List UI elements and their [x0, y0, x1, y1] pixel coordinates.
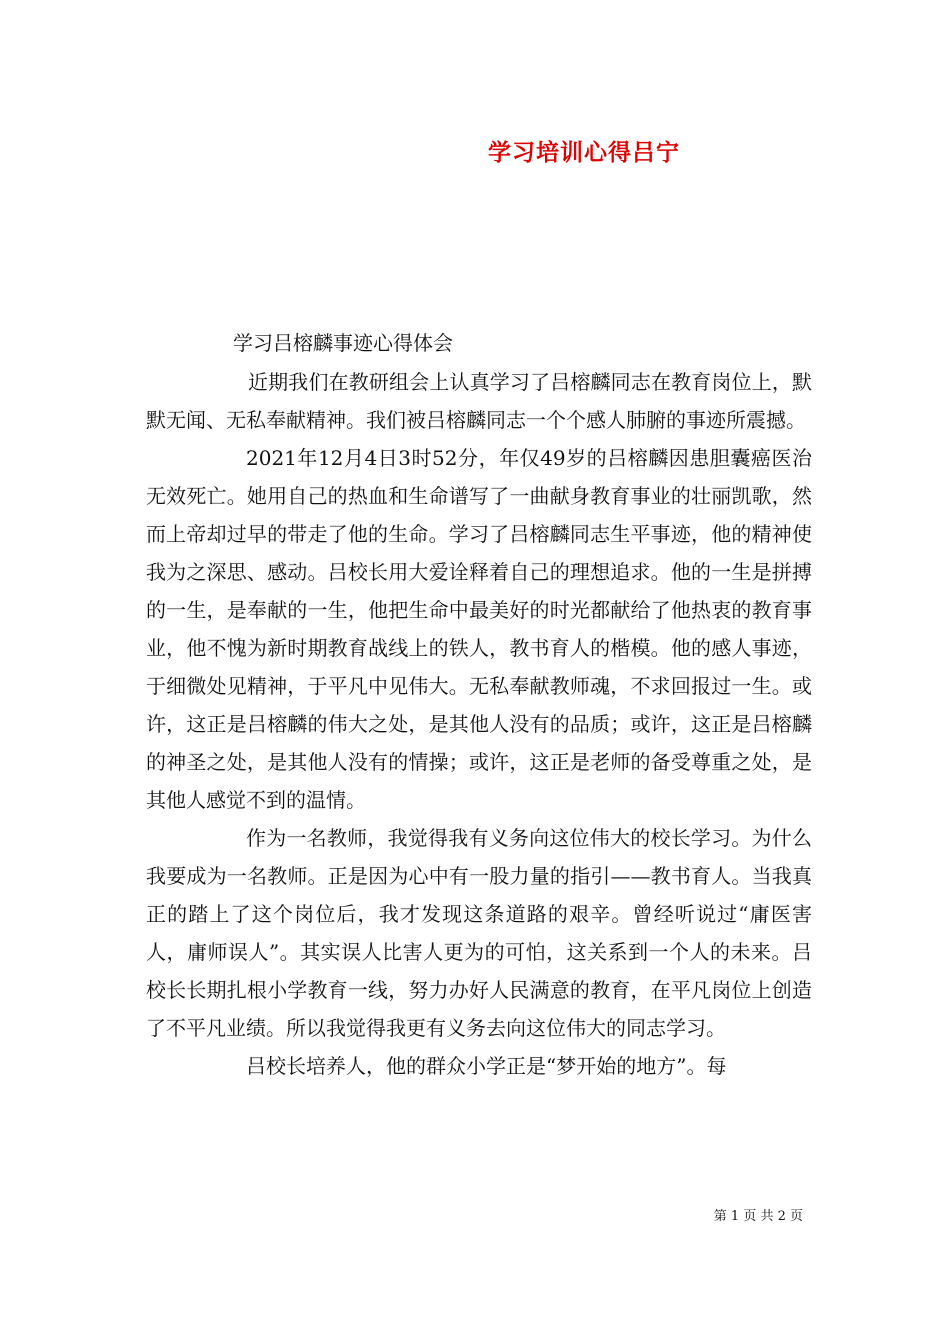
- paragraph: 作为一名教师，我觉得我有义务向这位伟大的校长学习。为什么我要成为一名教师。正是因为心中有一股力量的指引——教书育人。当我真正的踏上了这个岗位后，我才发现这条道路的艰辛。曾经听说过“庸医害人，庸师误人”。其实误人比害人更为的可怕，这关系到一个人的未来。吕校长长期扎根小学教育一线，努力办好人民满意的教育，在平凡岗位上创造了不平凡业绩。所以我觉得我更有义务去向这位伟大的同志学习。: [146, 826, 812, 1040]
- page-footer: 第 1 页 共 2 页: [713, 1209, 803, 1224]
- paragraph: 近期我们在教研组会上认真学习了吕榕麟同志在教育岗位上，默默无闻、无私奉献精神。我们被吕榕麟同志一个个感人肺腑的事迹所震撼。: [146, 370, 812, 432]
- paragraph: 2021年12月4日3时52分，年仅49岁的吕榕麟因患胆囊癌医治无效死亡。她用自己的热血和生命谱写了一曲献身教育事业的壮丽凯歌，然而上帝却过早的带走了他的生命。学习了吕榕麟同志生平事迹，他的精神使我为之深思、感动。吕校长用大爱诠释着自己的理想追求。他的一生是拼搏的一生，是奉献的一生，他把生命中最美好的时光都献给了他热衷的教育事业，他不愧为新时期教育战线上的铁人，教书育人的楷模。他的感人事迹，于细微处见精神，于平凡中见伟大。无私奉献教师魂，不求回报过一生。或许，这正是吕榕麟的伟大之处，是其他人没有的品质；或许，这正是吕榕麟的神圣之处，是其他人没有的情操；或许，这正是老师的备受尊重之处，是其他人感觉不到的温情。: [146, 446, 812, 812]
- paragraph: 吕校长培养人，他的群众小学正是“梦开始的地方”。每: [246, 1054, 727, 1078]
- document-subtitle: 学习吕榕麟事迹心得体会: [233, 331, 453, 355]
- document-title: 学习培训心得吕宁: [488, 139, 680, 166]
- document-body: [146, 363, 812, 1085]
